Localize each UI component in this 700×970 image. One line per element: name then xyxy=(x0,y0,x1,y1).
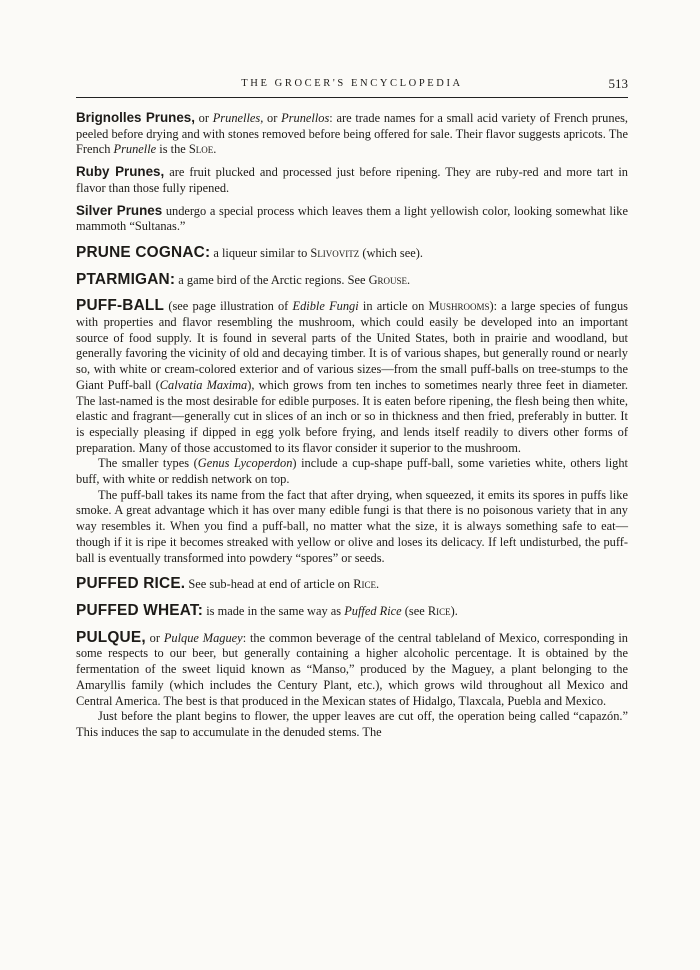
cross-reference: Rice xyxy=(353,577,376,592)
reference-title: Edible Fungi xyxy=(292,299,359,314)
cross-reference: Mushrooms xyxy=(428,299,490,314)
page-header xyxy=(76,76,628,96)
alt-term: Pulque Maguey xyxy=(163,630,243,645)
entry-prune-cognac: PRUNE COGNAC: a liqueur similar to Slivovitz (which see). xyxy=(76,243,423,261)
entry-puff-ball xyxy=(76,298,628,566)
headword: PTARMIGAN: xyxy=(76,270,176,288)
page-body xyxy=(76,110,628,747)
running-title: THE GROCER'S ENCYCLOPEDIA xyxy=(241,78,463,89)
entry-brignolles-prunes: Brignolles Prunes, or Prunelles, or Prunellos: are trade names for a small acid variety of French prunes, peeled before drying and with stones removed before being offered for sale. Their flavor suggests apricots. The French Prunelle is the Sloe. xyxy=(76,110,628,157)
headword: Brignolles Prunes, xyxy=(76,110,195,125)
headword: PRUNE COGNAC: xyxy=(76,243,211,261)
cross-reference: Rice xyxy=(427,603,451,618)
cross-reference: Sloe xyxy=(188,142,214,157)
paragraph: PULQUE, or Pulque Maguey: the common beverage of the central tableland of Mexico, corresponding in some respects to our beer, but generally containing a higher alcoholic percentage. It is obtained by the fermentation of the sweet liquid known as “Manso,” produced by the Maguey, a plant belonging to the Amaryllis family (which includes the Century Plant, etc.), which grows wild throughout all Mexico and Central America. The best is that produced in the Mexican states of Hidalgo, Tlaxcala, Puebla and Mexico. xyxy=(76,628,628,708)
headword: PUFF-BALL xyxy=(76,297,165,315)
headword: Silver Prunes xyxy=(76,202,163,218)
headword: PULQUE, xyxy=(76,628,146,646)
latin-name: Genus Lycoperdon xyxy=(197,456,293,471)
entry-puffed-wheat: PUFFED WHEAT: is made in the same way as Puffed Rice (see Rice). xyxy=(76,601,458,619)
paragraph: PUFF-BALL (see page illustration of Edible Fungi in article on Mushrooms): a large species of fungus with properties and flavor resembling the mushroom, which could easily be developed into an important source of food supply. It is found in several parts of the United States, both in prairie and woodland, but generally favoring the vicinity of old and decaying timber. It is of various shapes, but generally round or nearly so, with white or cream-colored exterior and of various sizes—from the small puff-balls on tree-stumps to the Giant Puff-ball (Calvatia Maxima), which grows from ten inches to sometimes nearly three feet in diameter. The last-named is the most desirable for edible purposes. It is eaten before ripening, the flesh being then white, elastic and fragrant—generally cut in slices of an inch or so in thickness and then fried, preferably in butter. It is especially pleasing if dipped in egg yolk before frying, and lends itself readily to divers other forms of preparation. Many of those accustomed to its flavor consider it superior to the mushroom. xyxy=(76,297,628,455)
entry-ptarmigan: PTARMIGAN: a game bird of the Arctic regions. See Grouse. xyxy=(76,270,411,288)
paragraph: Just before the plant begins to flower, the upper leaves are cut off, the operation being called “capazón.” This induces the sap to accumulate in the denuded stems. The xyxy=(76,709,628,739)
entry-silver-prunes: Silver Prunes undergo a special process which leaves them a light yellowish color, looking somewhat like mammoth “Sultanas.” xyxy=(76,202,628,234)
alt-term: Prunelles, xyxy=(212,111,264,125)
reference-title: Puffed Rice xyxy=(344,603,402,618)
headword: PUFFED RICE. xyxy=(76,575,186,593)
latin-name: Calvatia Maxima xyxy=(159,377,248,392)
headword: PUFFED WHEAT: xyxy=(76,601,204,619)
paragraph: The smaller types (Genus Lycoperdon) include a cup-shape puff-ball, some varieties white, others light buff, with white or reddish network on top. xyxy=(76,456,628,487)
entry-pulque xyxy=(76,630,628,741)
alt-term: Prunellos xyxy=(281,111,330,125)
term: Prunelle xyxy=(113,142,157,157)
cross-reference: Slivovitz xyxy=(310,245,360,260)
page-number: 513 xyxy=(608,76,628,91)
paragraph: The puff-ball takes its name from the fact that after drying, when squeezed, it emits its spores in puffs like smoke. A great advantage which it has over many edible fungi is that there is no poisonous variety that in any way resembles it. When you find a puff-ball, no matter what the size, it is always something safe to eat—though if it is ripe it becomes streaked with yellow or olive and loses its delicacy. If left undisturbed, the puff-ball is eventually transformed into powdery “spores” or seeds. xyxy=(76,487,628,565)
entry-puffed-rice: PUFFED RICE. See sub-head at end of article on Rice. xyxy=(76,575,380,593)
headword: Ruby Prunes, xyxy=(76,164,165,180)
header-rule xyxy=(76,97,628,98)
cross-reference: Grouse xyxy=(368,272,408,287)
entry-ruby-prunes: Ruby Prunes, are fruit plucked and processed just before ripening. They are ruby-red and more tart in flavor than those fully ripened. xyxy=(76,164,628,195)
